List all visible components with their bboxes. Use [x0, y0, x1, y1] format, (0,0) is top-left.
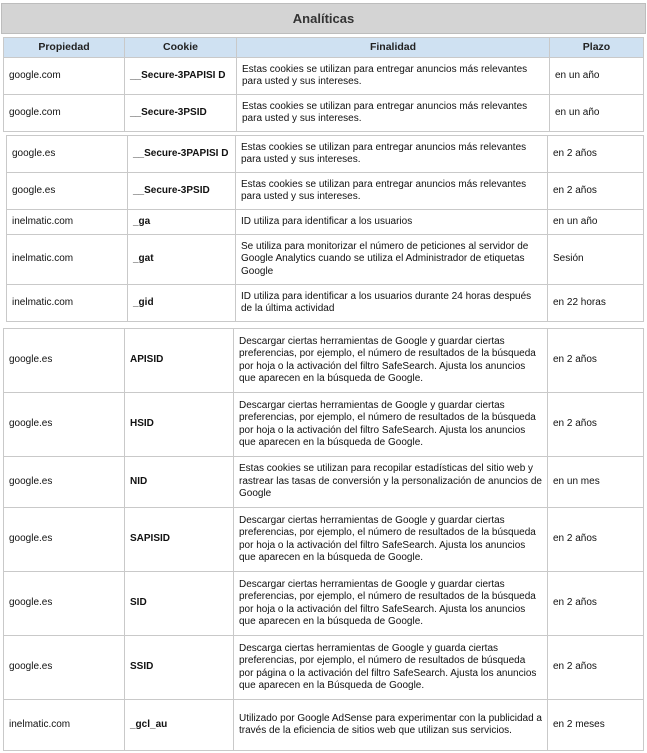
cell-propiedad: inelmatic.com: [7, 285, 128, 322]
cell-propiedad: inelmatic.com: [7, 235, 128, 285]
cookie-table-1: [3, 37, 644, 132]
cell-cookie: NID: [125, 457, 234, 508]
cell-propiedad: google.es: [7, 136, 128, 173]
cell-finalidad: Estas cookies se utilizan para recopilar estadísticas del sitio web y rastrear las tasas de conversión y la personalización de anuncios de Google: [234, 457, 548, 508]
cell-plazo: en un año: [548, 210, 644, 235]
cell-cookie: __Secure-3PSID: [125, 95, 237, 132]
cookie-table-3: [3, 328, 644, 751]
cell-finalidad: Utilizado por Google AdSense para experimentar con la publicidad a través de la eficiencia de sitios web que utilizan sus servicios.: [234, 700, 548, 751]
table-row: [4, 95, 644, 132]
cell-finalidad: Estas cookies se utilizan para entregar anuncios más relevantes para usted y sus intereses.: [237, 95, 550, 132]
cell-propiedad: google.es: [7, 173, 128, 210]
cell-cookie: HSID: [125, 393, 234, 457]
cell-cookie: __Secure-3PAPISI D: [128, 136, 236, 173]
cookie-table-2: [6, 135, 644, 322]
cell-plazo: en 2 años: [548, 329, 644, 393]
cell-plazo: en 2 años: [548, 508, 644, 572]
cell-plazo: en 2 años: [548, 393, 644, 457]
table-row: [7, 173, 644, 210]
table-header-row: [4, 38, 644, 58]
cell-finalidad: Estas cookies se utilizan para entregar anuncios más relevantes para usted y sus intereses.: [237, 58, 550, 95]
cell-cookie: _gat: [128, 235, 236, 285]
section-title: [1, 3, 646, 34]
cell-finalidad: Se utiliza para monitorizar el número de peticiones al servidor de Google Analytics cuando se utiliza el Administrador de etiquetas Google: [236, 235, 548, 285]
cell-finalidad: Estas cookies se utilizan para entregar anuncios más relevantes para usted y sus intereses.: [236, 173, 548, 210]
cell-finalidad: ID utiliza para identificar a los usuarios: [236, 210, 548, 235]
cell-finalidad: Estas cookies se utilizan para entregar anuncios más relevantes para usted y sus intereses.: [236, 136, 548, 173]
header-finalidad: Finalidad: [237, 38, 550, 58]
cell-plazo: en un año: [550, 95, 644, 132]
cell-propiedad: google.es: [4, 572, 125, 636]
cell-propiedad: google.es: [4, 508, 125, 572]
cell-finalidad: Descargar ciertas herramientas de Google y guardar ciertas preferencias, por ejemplo, el número de resultados de la búsqueda por hoja o la activación del filtro SafeSearch. Ajusta los anuncios que aparecen en la búsqueda de Google.: [234, 508, 548, 572]
cell-cookie: APISID: [125, 329, 234, 393]
cell-plazo: en 22 horas: [548, 285, 644, 322]
header-cookie: Cookie: [125, 38, 237, 58]
cell-propiedad: google.es: [4, 636, 125, 700]
table-row: [4, 636, 644, 700]
table-row: [4, 457, 644, 508]
table-row: [4, 393, 644, 457]
header-plazo: Plazo: [550, 38, 644, 58]
section-title-text: Analíticas: [292, 11, 355, 26]
cell-propiedad: google.es: [4, 393, 125, 457]
cell-cookie: __Secure-3PSID: [128, 173, 236, 210]
cell-plazo: en un mes: [548, 457, 644, 508]
cell-plazo: en 2 años: [548, 173, 644, 210]
cell-plazo: Sesión: [548, 235, 644, 285]
cell-plazo: en 2 años: [548, 572, 644, 636]
cell-cookie: __Secure-3PAPISI D: [125, 58, 237, 95]
cell-finalidad: Descarga ciertas herramientas de Google y guarda ciertas preferencias, por ejemplo, el número de resultados de búsqueda por página o la activación del filtro SafeSearch. Ajusta los anuncios que aparecen en la Búsqueda de Google.: [234, 636, 548, 700]
cell-cookie: SAPISID: [125, 508, 234, 572]
cell-propiedad: inelmatic.com: [4, 700, 125, 751]
cell-propiedad: google.es: [4, 329, 125, 393]
cell-cookie: _gid: [128, 285, 236, 322]
cell-cookie: SID: [125, 572, 234, 636]
cell-propiedad: google.es: [4, 457, 125, 508]
table-row: [4, 508, 644, 572]
header-propiedad: Propiedad: [4, 38, 125, 58]
table-row: [4, 700, 644, 751]
cell-plazo: en 2 años: [548, 136, 644, 173]
table-row: [4, 572, 644, 636]
cell-propiedad: google.com: [4, 95, 125, 132]
cell-finalidad: Descargar ciertas herramientas de Google y guardar ciertas preferencias, por ejemplo, el número de resultados de la búsqueda por hoja o la activación del filtro SafeSearch. Ajusta los anuncios que aparecen en la búsqueda de Google.: [234, 393, 548, 457]
cell-cookie: _ga: [128, 210, 236, 235]
table-row: [7, 285, 644, 322]
cell-finalidad: ID utiliza para identificar a los usuarios durante 24 horas después de la última actividad: [236, 285, 548, 322]
cell-propiedad: inelmatic.com: [7, 210, 128, 235]
cell-finalidad: Descargar ciertas herramientas de Google y guardar ciertas preferencias, por ejemplo, el número de resultados de la búsqueda por hoja o la activación del filtro SafeSearch. Ajusta los anuncios que aparecen en la búsqueda de Google.: [234, 572, 548, 636]
table-row: [7, 210, 644, 235]
cell-cookie: _gcl_au: [125, 700, 234, 751]
cell-plazo: en 2 meses: [548, 700, 644, 751]
table-row: [4, 329, 644, 393]
cell-plazo: en un año: [550, 58, 644, 95]
cell-propiedad: google.com: [4, 58, 125, 95]
cell-plazo: en 2 años: [548, 636, 644, 700]
cell-finalidad: Descargar ciertas herramientas de Google y guardar ciertas preferencias, por ejemplo, el número de resultados de la búsqueda por hoja o la activación del filtro SafeSearch. Ajusta los anuncios que aparecen en la búsqueda de Google.: [234, 329, 548, 393]
cell-cookie: SSID: [125, 636, 234, 700]
table-row: [4, 58, 644, 95]
table-row: [7, 235, 644, 285]
table-row: [7, 136, 644, 173]
